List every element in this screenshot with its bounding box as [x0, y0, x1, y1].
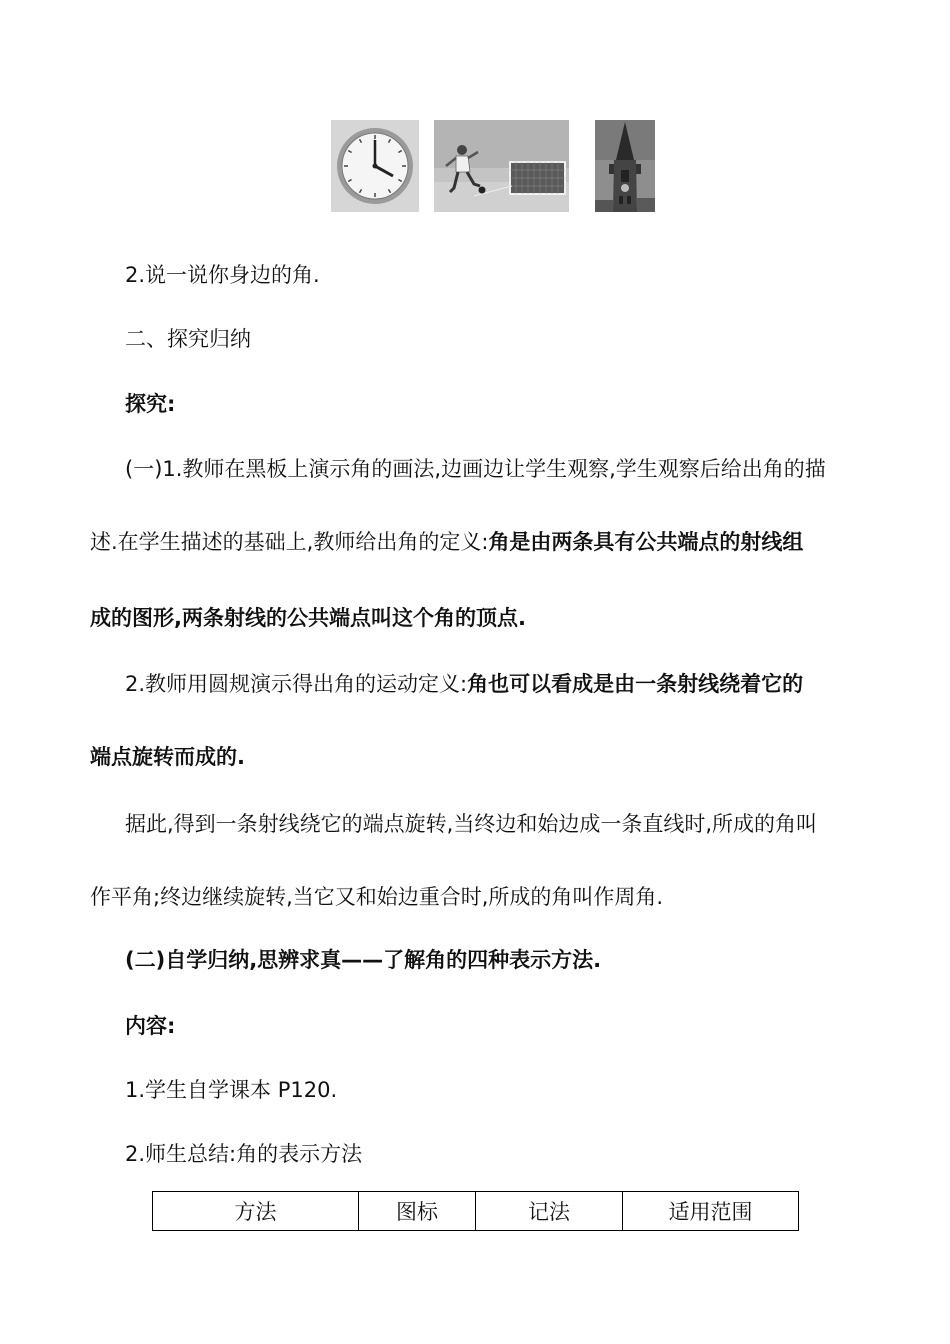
explore-label: 探究:: [125, 392, 176, 416]
paragraph-1-line-1: (一)1.教师在黑板上演示角的画法,边画边让学生观察,学生观察后给出角的描: [125, 457, 826, 481]
motion-definition-part-1: 角也可以看成是由一条射线绕着它的: [467, 672, 804, 696]
paragraph-1-line-2: [90, 528, 803, 556]
question-2: 2.说一说你身边的角.: [125, 263, 320, 287]
illustration-row: [331, 120, 661, 212]
table-header-method: 方法: [153, 1192, 359, 1231]
church-tower-image: [595, 120, 655, 212]
content-label: 内容:: [125, 1014, 176, 1038]
clock-image: [331, 120, 419, 212]
content-item-2: 2.师生总结:角的表示方法: [125, 1142, 363, 1166]
table-header-notation: 记法: [476, 1192, 623, 1231]
motion-definition-part-2: 端点旋转而成的.: [90, 745, 245, 769]
paragraph-3-line-1: 据此,得到一条射线绕它的端点旋转,当终边和始边成一条直线时,所成的角叫: [125, 812, 818, 836]
table-header-figure: 图标: [359, 1192, 476, 1231]
content-item-1: 1.学生自学课本 P120.: [125, 1078, 338, 1102]
paragraph-2-line-1: [125, 670, 803, 698]
soccer-goal-image: [434, 120, 569, 212]
angle-definition-part-2: 成的图形,两条射线的公共端点叫这个角的顶点.: [90, 606, 526, 630]
section-heading-explore: 二、探究归纳: [125, 327, 251, 351]
angle-definition-part-1: 角是由两条具有公共端点的射线组: [488, 530, 804, 554]
paragraph-3-line-2: 作平角;终边继续旋转,当它又和始边重合时,所成的角叫作周角.: [90, 885, 664, 909]
paragraph-2-plain: 2.教师用圆规演示得出角的运动定义:: [125, 672, 468, 696]
table-header-row: [153, 1192, 799, 1231]
section-2-heading: (二)自学归纳,思辨求真——了解角的四种表示方法.: [125, 948, 602, 972]
angle-notation-table: [152, 1191, 799, 1231]
paragraph-1-line-2-plain: 述.在学生描述的基础上,教师给出角的定义:: [90, 530, 489, 554]
table-header-scope: 适用范围: [623, 1192, 799, 1231]
